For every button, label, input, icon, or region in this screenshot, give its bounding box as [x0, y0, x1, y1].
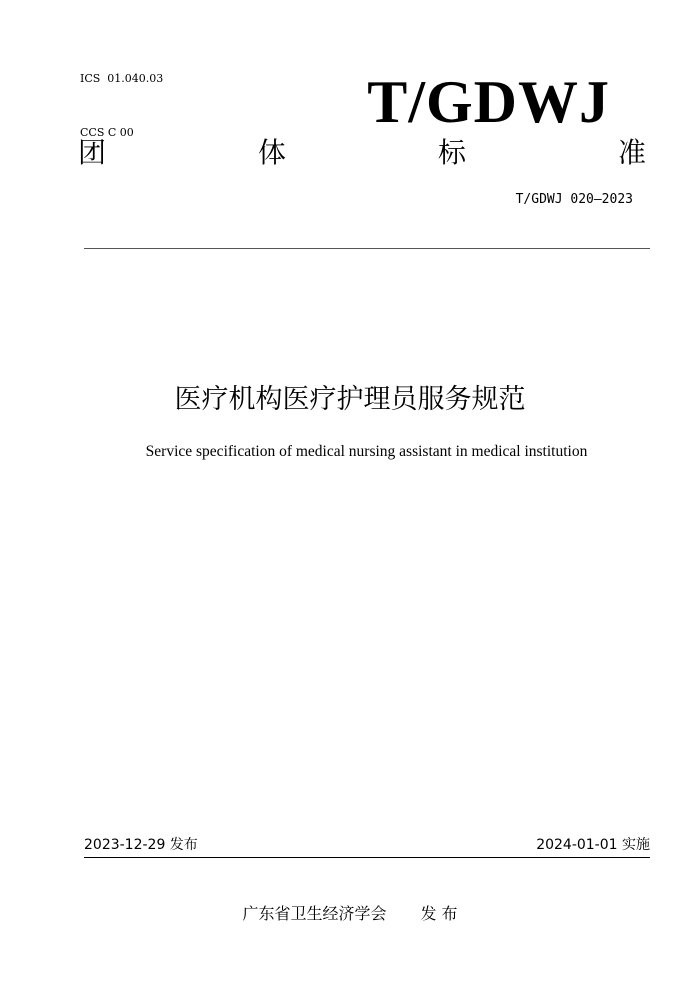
standard-number: T/GDWJ 020—2023 [515, 192, 633, 207]
bottom-divider [84, 857, 650, 858]
title-chinese: 医疗机构医疗护理员服务规范 [174, 384, 526, 415]
standard-type-char: 体 [257, 136, 286, 169]
title-english: Service specification of medical nursing assistant in medical institution [145, 443, 588, 460]
publisher-name: 广东省卫生经济学会 [242, 904, 387, 923]
standard-type-char: 标 [437, 136, 466, 169]
effective-date: 2024-01-01 实施 [536, 837, 650, 853]
publisher-line [0, 902, 700, 926]
top-divider [84, 248, 650, 249]
date-row [84, 834, 650, 856]
standard-type-heading [78, 136, 646, 170]
ics-code: ICS 01.040.03 [80, 72, 164, 85]
standard-code-logo: T/GDWJ [367, 69, 610, 135]
publish-label: 发 布 [420, 904, 458, 923]
ccs-code: CCS C 00 [80, 126, 134, 139]
standard-type-char: 准 [617, 136, 646, 169]
issue-date: 2023-12-29 发布 [84, 837, 198, 853]
standard-type-char: 团 [78, 136, 107, 169]
